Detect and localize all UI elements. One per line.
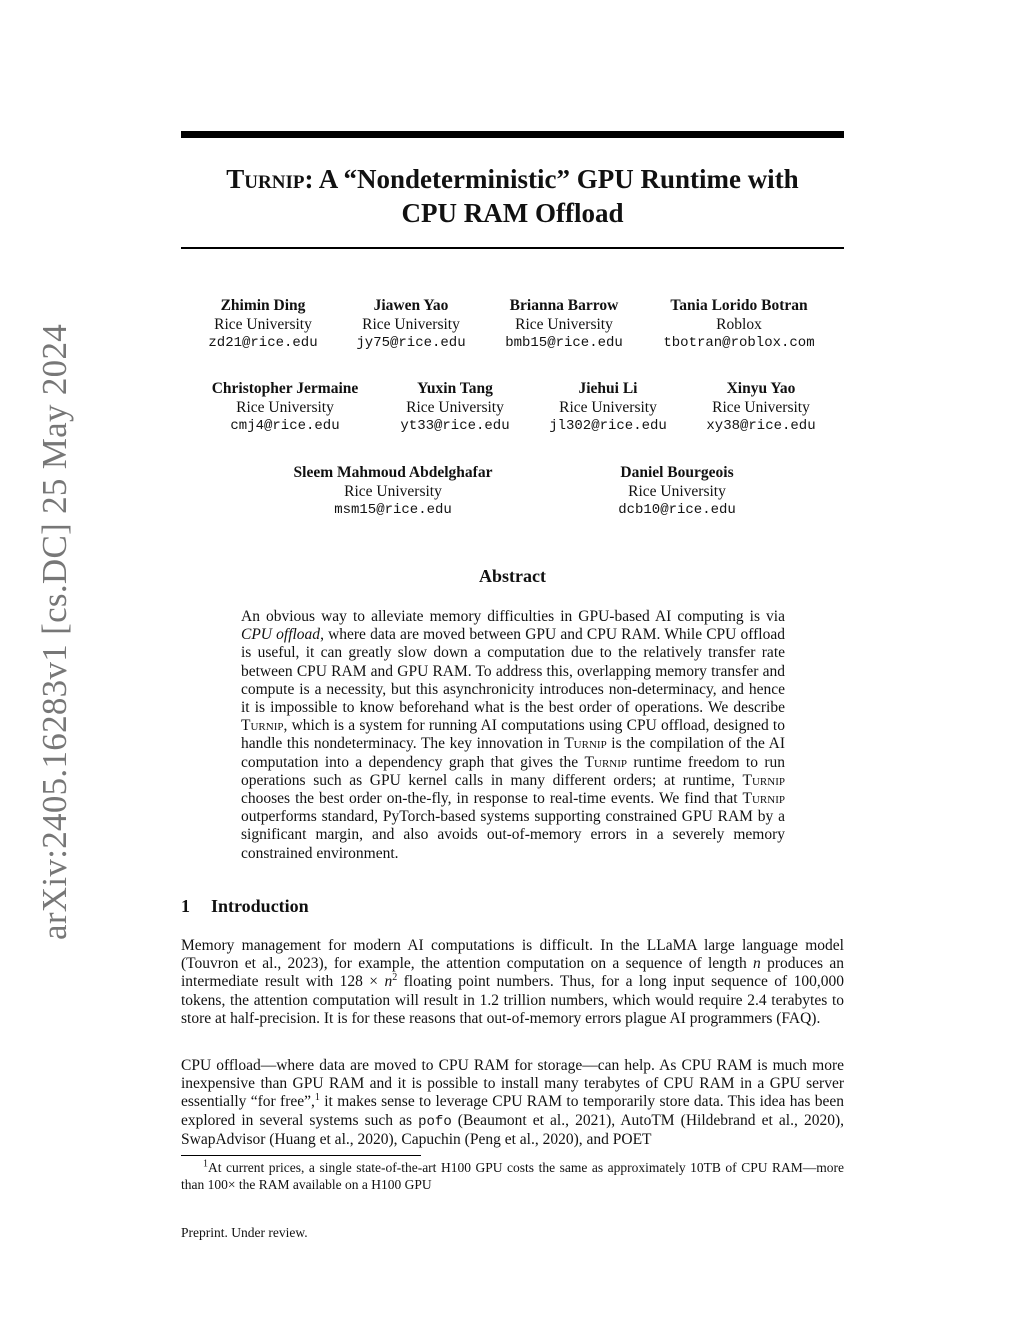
abstract-segment: is the compilation of the AI computation into a dependency graph that gives the [241,735,785,771]
abstract-segment: chooses the best order on-the-fly, in response to real-time events. We find that [241,790,743,808]
system-name: Turnip [241,717,284,735]
math-exponent: 2 [392,972,398,984]
abstract-segment: , which is a system for running AI computations using CPU offload, designed to handle this nondeterminacy. The key innovation in [241,717,785,753]
paragraph-segment: (Beaumont et al., 2021), AutoTM (Hildebrand et al., 2020), SwapAdvisor (Huang et al., 2020), Capuchin (Peng et al., 2020), and POET [181,1111,844,1148]
abstract-segment: An obvious way to alleviate memory difficulties in GPU-based AI computing is via [241,608,785,625]
author-email[interactable]: tbotran@roblox.com [663,335,815,351]
author-email[interactable]: xy38@rice.edu [706,418,816,434]
intro-paragraph-1 [181,937,844,1028]
author-name: Christopher Jermaine [211,380,359,397]
author-affiliation: Rice University [712,399,810,416]
footnote-rule [181,1155,421,1156]
code-inline: pofo [418,1113,452,1130]
author-affiliation: Rice University [628,483,726,500]
author-affiliation: Rice University [362,316,460,333]
author-block [619,296,859,353]
section-number: 1 [181,896,190,916]
author-name: Yuxin Tang [417,380,493,397]
author-name: Xinyu Yao [726,380,796,397]
author-affiliation: Rice University [236,399,334,416]
author-email[interactable]: jl302@rice.edu [549,418,667,434]
paragraph-segment: Memory management for modern AI computations is difficult. In the LLaMA large language model (Touvron et al., 2023), for example, the attention computation on a sequence of length [181,937,844,973]
intro-paragraph-2 [181,1057,844,1149]
section-heading-introduction [181,896,309,917]
abstract-segment: , where data are moved between GPU and CPU RAM. While CPU offload is useful, it can greatly slow down a computation due to the relatively transfer rate between CPU RAM and GPU RAM. To address this, overlapping memory transfer and compute is a necessity, but this asynchronicity introduces non-determinacy, and hence it is impossible to know beforehand what is the best order of operations. We describe [241,626,785,717]
author-affiliation: Roblox [716,316,762,333]
abstract-emphasis: CPU offload [241,626,321,644]
paragraph-segment: it makes sense to leverage CPU RAM to temporarily store data. This idea has been explored in several systems such as [181,1093,844,1129]
abstract-text [241,608,785,863]
author-email[interactable]: cmj4@rice.edu [230,418,340,434]
section-title: Introduction [211,896,309,916]
author-affiliation: Rice University [515,316,613,333]
author-block [641,379,881,436]
author-name: Jiawen Yao [373,297,449,314]
title-rest: : A “Nondeterministic” GPU Runtime with [304,164,799,194]
author-name: Sleem Mahmoud Abdelghafar [293,464,493,481]
system-name: Turnip [564,735,607,753]
paper-title [181,162,844,230]
author-affiliation: Rice University [214,316,312,333]
author-email[interactable]: jy75@rice.edu [356,335,466,351]
author-affiliation: Rice University [559,399,657,416]
abstract-heading: Abstract [479,566,546,586]
abstract-segment: runtime freedom to run operations such as GPU kernel calls in many different orders; at runtime, [241,753,785,789]
footnote-marker[interactable]: 1 [314,1092,320,1104]
author-email[interactable]: zd21@rice.edu [208,335,318,351]
system-name: Turnip [742,771,785,789]
footnote-text: At current prices, a single state-of-the-art H100 GPU costs the same as approximately 10TB of CPU RAM—more than 100× the RAM available on a H100 GPU [181,1160,844,1192]
author-email[interactable]: dcb10@rice.edu [618,502,736,518]
author-email[interactable]: yt33@rice.edu [400,418,510,434]
abstract-segment: outperforms standard, PyTorch-based systems supporting constrained GPU RAM by a significant margin, and also avoids out-of-memory errors in a severely memory constrained environment. [241,808,785,862]
math-variable: n [753,955,761,973]
preprint-notice: Preprint. Under review. [181,1225,308,1240]
author-name: Daniel Bourgeois [620,464,734,481]
arxiv-identifier: arXiv:2405.16283v1 [cs.DC] 25 May 2024 [35,323,74,940]
paragraph-segment: produces an intermediate result with 128 × [181,955,844,991]
math-variable: n [384,973,393,991]
title-top-rule [181,131,844,138]
system-name: Turnip [584,753,628,771]
author-name: Zhimin Ding [220,297,306,314]
title-system-name: Turnip [226,164,305,194]
title-bottom-rule [181,247,844,249]
author-email[interactable]: msm15@rice.edu [334,502,452,518]
paragraph-segment: CPU offload—where data are moved to CPU RAM for storage—can help. As CPU RAM is much more inexpensive than GPU RAM and it is possible to install many terabytes of CPU RAM in a GPU server essentially “for free”, [181,1057,844,1111]
footnote [181,1160,844,1193]
author-block [557,463,797,520]
author-block [253,463,533,520]
author-affiliation: Rice University [406,399,504,416]
author-affiliation: Rice University [344,483,442,500]
author-name: Jiehui Li [578,380,638,397]
system-name: Turnip [742,790,785,808]
author-name: Brianna Barrow [509,297,619,314]
title-line2: CPU RAM Offload [401,198,624,228]
author-email[interactable]: bmb15@rice.edu [505,335,623,351]
footnote-mark: 1 [203,1158,208,1170]
author-name: Tania Lorido Botran [670,297,808,314]
paragraph-segment: floating point numbers. Thus, for a long input sequence of 100,000 tokens, the attention computation will result in 1.2 trillion numbers, which would require 2.4 terabytes to store at half-precision. It is for these reasons that out-of-memory errors plague AI programmers (FAQ). [181,973,844,1027]
